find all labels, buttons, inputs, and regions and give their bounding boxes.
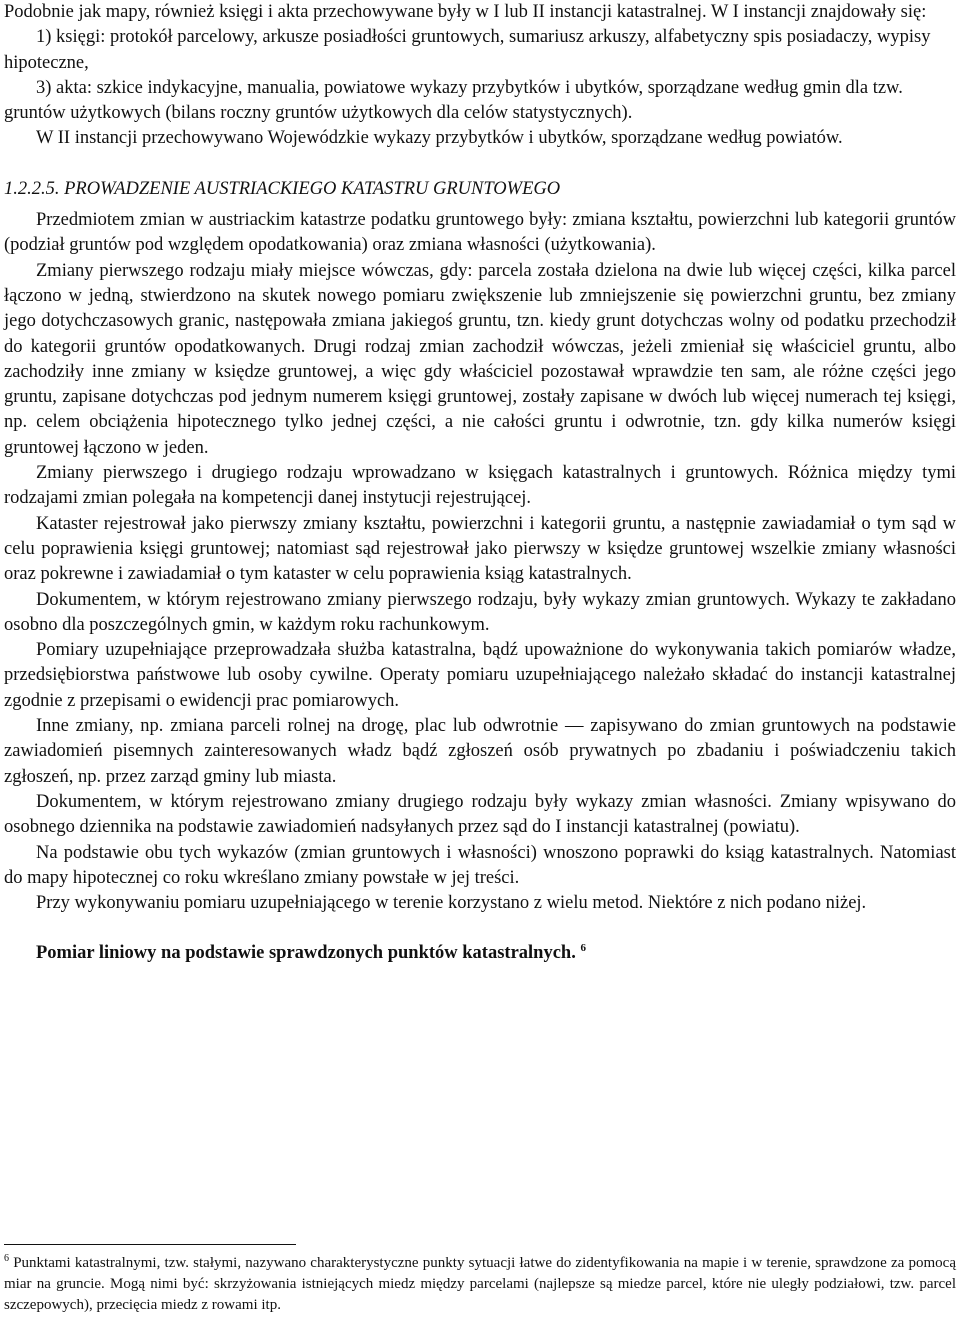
section-heading: 1.2.2.5. PROWADZENIE AUSTRIACKIEGO KATASTRU GRUNTOWEGO [4,178,561,199]
intro-block [4,0,956,152]
books-list-item: 1) księgi: protokół parcelowy, arkusze posiadłości gruntowych, sumariusz arkuszy, alfabetyczny spis posiadaczy, wypisy hipoteczne, [4,27,931,73]
body-paragraph: Przy wykonywaniu pomiaru uzupełniającego w terenie korzystano z wielu metod. Niektóre z nich podano niżej. [36,893,867,914]
footnote-number: 6 [4,1253,9,1264]
document-page [4,0,956,967]
body-paragraph: Dokumentem, w którym rejestrowano zmiany drugiego rodzaju były wykazy zmian własności. Zmiany wpisywano do osobnego dziennika na podstawie zawiadomień nadsyłanych przez sąd do I instancji katastralnej (powiatu). [4,791,956,838]
spacer [4,152,956,177]
body-paragraph: Zmiany pierwszego rodzaju miały miejsce wówczas, gdy: parcela została dzielona na dwie lub więcej części, kilka parcel łączono w jedną, stwierdzono na skutek nowego pomiaru zwiększenie lub zmniejszenie się powierzchni gruntu, bez zmiany jego dotychczasowych granic, następowała zmiana jakiegoś gruntu, tzn. kiedy grunt dotychczas wolny od podatku przechodził do kategorii gruntów opodatkowanych. Drugi rodzaj zmian zachodził wówczas, jeżeli zmieniał się właściciel gruntu, albo zachodziły inne zmiany w księdze gruntowej, a więc gdy właściciel pozostawał wprawdzie ten sam, ale różne części jego gruntu, zapisane dotychczas pod jednym numerem księgi gruntowej, zostały zapisane w dwóch lub więcej numerach tej księgi, np. celem obciążenia hipotecznego tylko jednej części, a nie całości gruntu i odwrotnie, tzn. gdy kilka numerów księgi gruntowej łączono w jeden. [4,260,956,458]
spacer [4,916,956,941]
footnote [4,1253,956,1316]
body-paragraph: Kataster rejestrował jako pierwszy zmiany kształtu, powierzchni i kategorii gruntu, a następnie zawiadamiał o tym sąd w celu poprawienia księgi gruntowej; natomiast sąd rejestrował jako pierwszy w księdze gruntowej wszelkie zmiany własności oraz pokrewne i zawiadamiał o tym kataster w celu poprawienia ksiąg katastralnych. [4,513,956,585]
footnote-reference[interactable]: 6 [580,942,586,955]
body-paragraph: Dokumentem, w którym rejestrowano zmiany pierwszego rodzaju, były wykazy zmian gruntowych. Wykazy te zakładano osobno dla poszczególnych gmin, w każdym roku rachunkowym. [4,589,956,635]
body-paragraph: Pomiary uzupełniające przeprowadzała służba katastralna, bądź upoważnione do wykonywania takich pomiarów władze, przedsiębiorstwa państwowe lub osoby cywilne. Operaty pomiaru uzupełniającego należało składać do instancji katastralnej zgodnie z przepisami o ewidencji prac pomiarowych. [4,640,956,711]
footnote-body: Punktami katastralnymi, tzw. stałymi, nazywano charakterystyczne punkty sytuacji łatwe do zidentyfikowania na mapie i w terenie, sprawdzone za pomocą miar na gruncie. Mogą nimi być: skrzyżowania istniejących miedz między parcelami (najlepsze są miedze parcel, które nie uległy podziałowi, tzw. parcel szczepowych), przecięcia miedz z rowami itp. [4,1255,956,1313]
intro-paragraph: Podobnie jak mapy, również księgi i akta przechowywane były w I lub II instancji katastralnej. W I instancji znajdowały się: [4,2,927,22]
section-body [4,208,956,916]
footnote-separator [4,1244,296,1245]
body-paragraph: Inne zmiany, np. zmiana parceli rolnej na drogę, plac lub odwrotnie — zapisywano do zmian gruntowych na podstawie zawiadomień pisemnych zainteresowanych władz bądź zgłoszeń osób prywatnych po zbadaniu i poświadczeniu takich zgłoszeń, np. przez zarząd gminy lub miasta. [4,716,956,787]
files-list-item: 3) akta: szkice indykacyjne, manualia, powiatowe wykazy przybytków i ubytków, sporządzane według gmin dla tzw. gruntów użytkowych (bilans roczny gruntów użytkowych dla celów statystycznych). [4,77,903,124]
footnote-text [4,1253,956,1316]
body-paragraph: Na podstawie obu tych wykazów (zmian gruntowych i własności) wnoszono poprawki do ksiąg katastralnych. Natomiast do mapy hipotecznej co roku wkreślano zmiany powstałe w jej treści. [4,842,956,888]
body-paragraph: Przedmiotem zmian w austriackim katastrze podatku gruntowego były: zmiana kształtu, powierzchni lub kategorii gruntów (podział gruntów pod względem opodatkowania) oraz zmiana własności (użytkowania). [4,210,956,256]
body-paragraph: Zmiany pierwszego i drugiego rodzaju wprowadzano w księgach katastralnych i gruntowych. Różnica między tymi rodzajami zmian polegała na kompetencji danej instytucji rejestrującej. [4,463,956,509]
subsection-heading [4,941,956,966]
subsection-heading-text: Pomiar liniowy na podstawie sprawdzonych punktów katastralnych. [36,943,576,964]
second-instance-paragraph: W II instancji przechowywano Wojewódzkie wykazy przybytków i ubytków, sporządzane według powiatów. [36,128,843,149]
